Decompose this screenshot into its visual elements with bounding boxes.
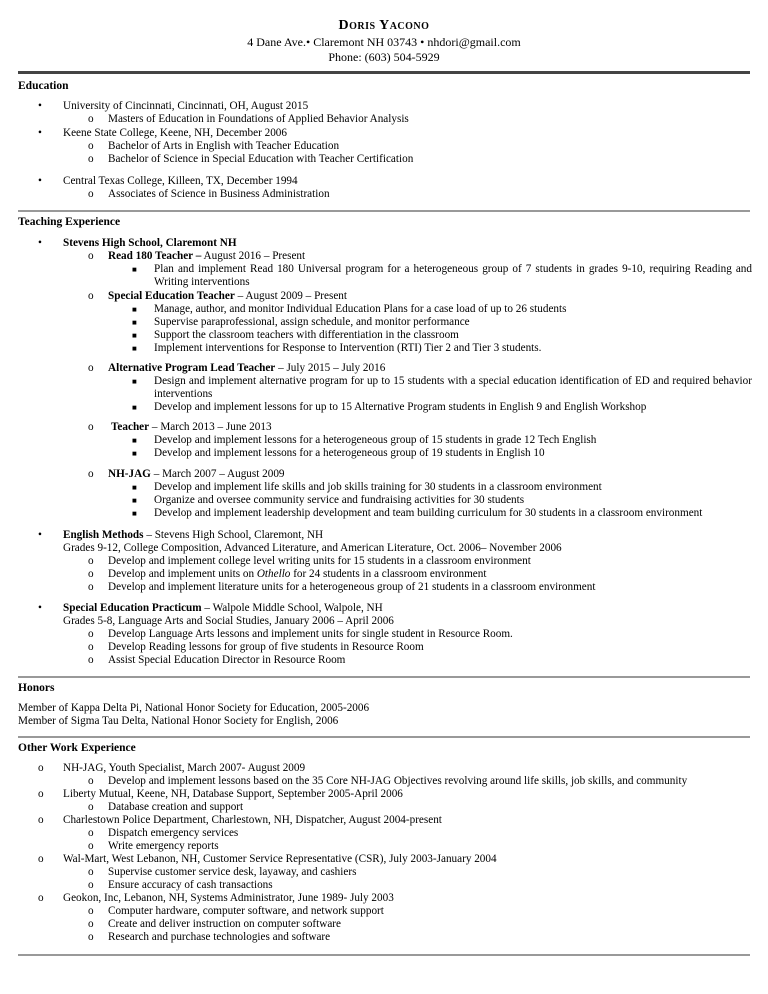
role-item: Manage, author, and monitor Individual Education Plans for a case load of up to 26 students xyxy=(154,303,567,315)
teaching-employer: Stevens High School, Claremont NH xyxy=(63,237,237,249)
role-title: Alternative Program Lead Teacher xyxy=(108,362,276,374)
education-degree: Associates of Science in Business Administration xyxy=(108,188,330,200)
education-degree: Masters of Education in Foundations of Applied Behavior Analysis xyxy=(108,113,409,125)
job-item: Create and deliver instruction on computer software xyxy=(108,918,341,930)
job-item: Dispatch emergency services xyxy=(108,827,239,839)
bullet: o xyxy=(38,788,44,800)
section-heading-education: Education xyxy=(18,80,69,92)
role-item: Support the classroom teachers with differentiation in the classroom xyxy=(154,329,459,341)
section-heading-honors: Honors xyxy=(18,682,55,694)
role-header xyxy=(108,290,347,303)
job-item: Computer hardware, computer software, and network support xyxy=(108,905,384,917)
practicum-title: Special Education Practicum xyxy=(63,602,202,614)
bullet: ■ xyxy=(132,331,137,340)
role-header xyxy=(111,421,272,434)
honor-item: Member of Kappa Delta Pi, National Honor Society for Education, 2005-2006 xyxy=(18,702,370,714)
bullet: o xyxy=(38,762,44,774)
role-item: Organize and oversee community service and fundraising activities for 30 students xyxy=(154,494,525,506)
role-item: Implement interventions for Response to Intervention (RTI) Tier 2 and Tier 3 students. xyxy=(154,342,542,354)
role-item: Develop and implement lessons for a heterogeneous group of 19 students in English 10 xyxy=(154,447,545,459)
practicum-detail: Grades 5-8, Language Arts and Social Studies, January 2006 – April 2006 xyxy=(63,615,394,627)
practicum-header xyxy=(63,602,383,615)
practicum-item: Assist Special Education Director in Resource Room xyxy=(108,654,346,666)
bullet: o xyxy=(88,628,94,640)
job-item: Research and purchase technologies and software xyxy=(108,931,331,943)
bullet: ■ xyxy=(132,318,137,327)
methods-item: Develop and implement college level writing units for 15 students in a classroom environment xyxy=(108,555,531,567)
role-title: Special Education Teacher xyxy=(108,290,235,302)
education-school: University of Cincinnati, Cincinnati, OH, August 2015 xyxy=(63,100,309,112)
role-dates: – July 2015 – July 2016 xyxy=(275,362,386,374)
role-item: Develop and implement lessons for up to 15 Alternative Program students in English 9 and English Workshop xyxy=(154,401,647,413)
practicum-item: Develop Reading lessons for group of five students in Resource Room xyxy=(108,641,424,653)
bullet: o xyxy=(88,918,94,930)
role-dates: August 2016 – Present xyxy=(201,250,306,262)
bullet: o xyxy=(88,801,94,813)
role-item: Supervise paraprofessional, assign schedule, and monitor performance xyxy=(154,316,470,328)
bullet: ■ xyxy=(132,265,137,274)
job-item: Database creation and support xyxy=(108,801,244,813)
role-header xyxy=(108,362,385,375)
bullet: ■ xyxy=(132,449,137,458)
candidate-name: Doris Yacono xyxy=(338,18,430,33)
bullet: o xyxy=(88,866,94,878)
bullet: ■ xyxy=(132,377,137,386)
section-divider xyxy=(18,210,750,212)
job-title: Liberty Mutual, Keene, NH, Database Support, September 2005-April 2006 xyxy=(63,788,403,800)
education-degree: Bachelor of Science in Special Education with Teacher Certification xyxy=(108,153,414,165)
bullet: o xyxy=(88,931,94,943)
bullet: o xyxy=(88,905,94,917)
bullet: o xyxy=(88,555,94,567)
role-header xyxy=(108,250,305,263)
role-dates: – March 2007 – August 2009 xyxy=(150,468,285,480)
role-item: Develop and implement lessons for a heterogeneous group of 15 students in grade 12 Tech English xyxy=(154,434,597,446)
section-divider xyxy=(18,736,750,738)
practicum-item: Develop Language Arts lessons and implement units for single student in Resource Room. xyxy=(108,628,513,640)
role-dates: – March 2013 – June 2013 xyxy=(149,421,272,433)
education-school: Central Texas College, Killeen, TX, December 1994 xyxy=(63,175,298,187)
bullet: • xyxy=(38,602,42,614)
education-degree: Bachelor of Arts in English with Teacher Education xyxy=(108,140,340,152)
job-title: NH-JAG, Youth Specialist, March 2007- August 2009 xyxy=(63,762,306,774)
bullet: o xyxy=(38,814,44,826)
bullet: ■ xyxy=(132,509,137,518)
bullet: o xyxy=(88,654,94,666)
bullet: o xyxy=(88,641,94,653)
section-divider xyxy=(18,676,750,678)
methods-item-italic: Othello xyxy=(256,568,291,580)
section-heading-other-work: Other Work Experience xyxy=(18,742,136,754)
bullet: o xyxy=(88,188,94,200)
job-item: Write emergency reports xyxy=(108,840,219,852)
methods-detail: Grades 9-12, College Composition, Advanced Literature, and American Literature, Oct. 2006– November 2006 xyxy=(63,542,562,554)
bullet: o xyxy=(38,892,44,904)
bullet: o xyxy=(88,362,94,374)
role-item: Design and implement alternative program for up to 15 students with a special education identification of ED and required behavior interventions xyxy=(154,375,752,400)
job-item: Develop and implement lessons based on the 35 Core NH-JAG Objectives revolving around life skills, job skills, and community xyxy=(108,775,688,787)
bullet: • xyxy=(38,127,42,139)
methods-item-text: Develop and implement units on xyxy=(108,568,257,580)
role-header xyxy=(108,468,285,481)
role-item: Develop and implement leadership development and team building curriculum for 30 students in a classroom environment xyxy=(154,507,703,519)
bullet: • xyxy=(38,100,42,112)
bullet: o xyxy=(88,250,94,262)
bullet: o xyxy=(88,568,94,580)
role-title: Read 180 Teacher – xyxy=(108,250,202,262)
bullet: ■ xyxy=(132,344,137,353)
bullet: o xyxy=(88,290,94,302)
job-title: Wal-Mart, West Lebanon, NH, Customer Service Representative (CSR), July 2003-January 2004 xyxy=(63,853,497,865)
bullet: o xyxy=(88,827,94,839)
bullet: o xyxy=(88,775,94,787)
section-heading-teaching: Teaching Experience xyxy=(18,216,121,228)
methods-item xyxy=(108,568,486,581)
bullet: o xyxy=(88,421,94,433)
bullet: o xyxy=(88,140,94,152)
role-item: Develop and implement life skills and job skills training for 30 students in a classroom environment xyxy=(154,481,602,493)
header-divider xyxy=(18,71,750,74)
bullet: o xyxy=(38,853,44,865)
job-title: Charlestown Police Department, Charlestown, NH, Dispatcher, August 2004-present xyxy=(63,814,442,826)
bullet: o xyxy=(88,840,94,852)
bullet: • xyxy=(38,237,42,249)
bullet: o xyxy=(88,879,94,891)
contact-phone: Phone: (603) 504-5929 xyxy=(328,50,440,64)
practicum-place: – Walpole Middle School, Walpole, NH xyxy=(201,602,383,614)
contact-address: 4 Dane Ave.• Claremont NH 03743 • nhdori@gmail.com xyxy=(247,35,521,49)
bullet: ■ xyxy=(132,496,137,505)
bullet: o xyxy=(88,113,94,125)
role-title: Teacher xyxy=(111,421,150,433)
methods-item: Develop and implement literature units for a heterogeneous group of 21 students in a classroom environment xyxy=(108,581,596,593)
honor-item: Member of Sigma Tau Delta, National Honor Society for English, 2006 xyxy=(18,715,339,727)
bullet: • xyxy=(38,529,42,541)
methods-item-text: for 24 students in a classroom environment xyxy=(290,568,487,580)
role-title: NH-JAG xyxy=(108,468,151,480)
methods-place: – Stevens High School, Claremont, NH xyxy=(143,529,324,541)
role-item: Plan and implement Read 180 Universal program for a heterogeneous group of 7 students in grades 9-10, requiring Reading and Writing interventions xyxy=(154,263,752,288)
bullet: o xyxy=(88,153,94,165)
bullet: o xyxy=(88,468,94,480)
methods-header xyxy=(63,529,323,542)
job-item: Ensure accuracy of cash transactions xyxy=(108,879,273,891)
bullet: • xyxy=(38,175,42,187)
bullet: ■ xyxy=(132,436,137,445)
job-item: Supervise customer service desk, layaway, and cashiers xyxy=(108,866,357,878)
job-title: Geokon, Inc, Lebanon, NH, Systems Administrator, June 1989- July 2003 xyxy=(63,892,394,904)
education-school: Keene State College, Keene, NH, December 2006 xyxy=(63,127,287,139)
methods-title: English Methods xyxy=(63,529,144,541)
bullet: o xyxy=(88,581,94,593)
bullet: ■ xyxy=(132,305,137,314)
role-dates: – August 2009 – Present xyxy=(234,290,347,302)
bullet: ■ xyxy=(132,403,137,412)
bullet: ■ xyxy=(132,483,137,492)
section-divider xyxy=(18,954,750,956)
